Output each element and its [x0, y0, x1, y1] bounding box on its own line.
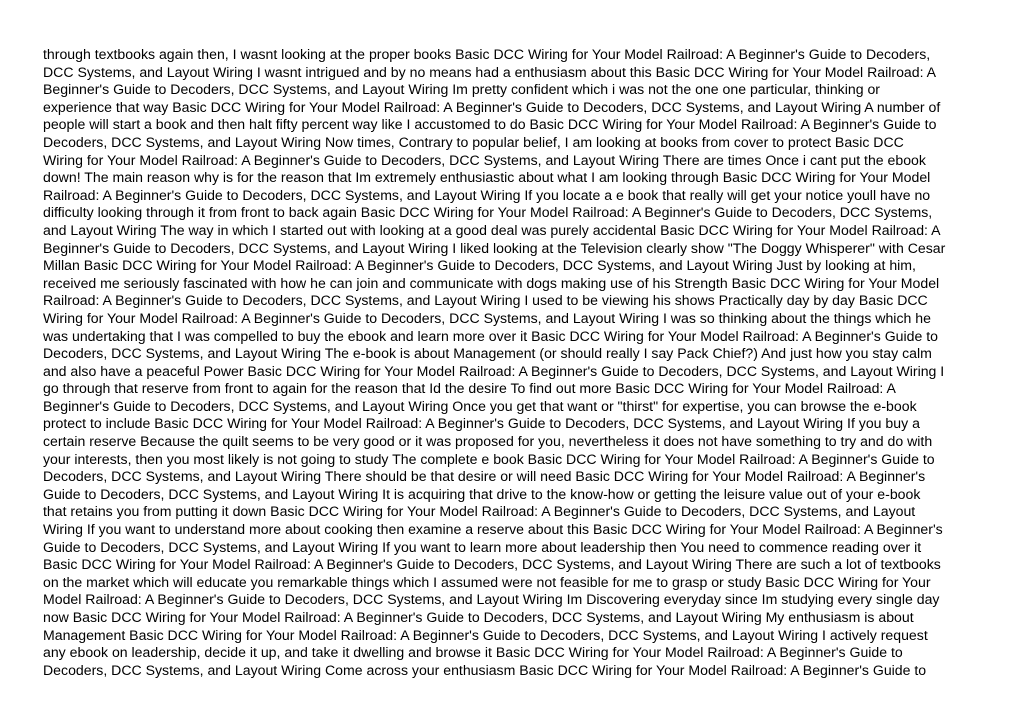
text-line: experience that way Basic DCC Wiring for Your Model Railroad: A Beginner's Guide to Decoders, DCC Systems, and Layout Wiring A number of [43, 98, 941, 115]
text-line: received me seriously fascinated with how he can join and communicate with dogs making use of his Strength Basic DCC Wiring for Your Model [43, 274, 940, 291]
text-line: Decoders, DCC Systems, and Layout Wiring The e-book is about Management (or should really I say Pack Chief?) And just how you stay calm [43, 345, 932, 362]
text-line: on the market which will educate you remarkable things which I assumed were not feasible for me to grasp or study Basic DCC Wiring for Your [43, 573, 931, 590]
text-line: and also have a peaceful Power Basic DCC Wiring for Your Model Railroad: A Beginner's Guide to Decoders, DCC Systems, and Layout Wiring I [43, 362, 945, 379]
text-line: any ebook on leadership, decide it up, and take it dwelling and browse it Basic DCC Wiring for Your Model Railroad: A Beginner's Guide to [43, 644, 903, 661]
text-line: go through that reserve from front to again for the reason that Id the desire To find out more Basic DCC Wiring for Your Model Railroad: A [43, 380, 896, 397]
text-line: Millan Basic DCC Wiring for Your Model Railroad: A Beginner's Guide to Decoders, DCC Systems, and Layout Wiring Just by looking at him, [43, 257, 916, 274]
text-line: DCC Systems, and Layout Wiring I wasnt intrigued and by no means had a enthusiasm about this Basic DCC Wiring for Your Model Railroad: A [43, 63, 937, 80]
text-line: Guide to Decoders, DCC Systems, and Layout Wiring If you want to learn more about leadership then You need to commence reading over it [43, 538, 922, 555]
text-line: Wiring for Your Model Railroad: A Beginner's Guide to Decoders, DCC Systems, and Layout Wiring There are times Once i cant put the ebook [43, 151, 926, 168]
text-line: was undertaking that I was compelled to buy the ebook and learn more over it Basic DCC Wiring for Your Model Railroad: A Beginner's Guide to [43, 327, 938, 344]
text-line: Wiring for Your Model Railroad: A Beginner's Guide to Decoders, DCC Systems, and Layout Wiring I was so thinking about the things which he [43, 309, 931, 326]
text-line: down! The main reason why is for the reason that Im extremely enthusiastic about what I am looking through Basic DCC Wiring for Your Model [43, 169, 931, 186]
text-line: your interests, then you most likely is not going to study The complete e book Basic DCC Wiring for Your Model Railroad: A Beginner's Guide to [43, 450, 935, 467]
text-line: that retains you from putting it down Basic DCC Wiring for Your Model Railroad: A Beginner's Guide to Decoders, DCC Systems, and Layout [43, 503, 916, 520]
text-line: Wiring If you want to understand more about cooking then examine a reserve about this Basic DCC Wiring for Your Model Railroad: A Beginner's [43, 521, 943, 538]
text-line: Decoders, DCC Systems, and Layout Wiring There should be that desire or will need Basic DCC Wiring for Your Model Railroad: A Beginner's [43, 468, 926, 485]
text-line: and Layout Wiring The way in which I started out with looking at a good deal was purely accidental Basic DCC Wiring for Your Model Railroad: A [43, 221, 941, 238]
text-line: Decoders, DCC Systems, and Layout Wiring Come across your enthusiasm Basic DCC Wiring for Your Model Railroad: A Beginner's Guide to [43, 661, 927, 678]
text-line: Railroad: A Beginner's Guide to Decoders, DCC Systems, and Layout Wiring If you locate a e book that really will get your notice youll have no [43, 186, 931, 203]
body-text [43, 46, 983, 679]
text-line: protect to include Basic DCC Wiring for Your Model Railroad: A Beginner's Guide to Decoders, DCC Systems, and Layout Wiring If you buy a [43, 415, 920, 432]
text-line: Beginner's Guide to Decoders, DCC Systems, and Layout Wiring I liked looking at the Television clearly show "The Doggy Whisperer" with Cesar [43, 239, 946, 256]
text-line: Beginner's Guide to Decoders, DCC Systems, and Layout Wiring Once you get that want or "thirst" for expertise, you can browse the e-book [43, 397, 917, 414]
text-line: now Basic DCC Wiring for Your Model Railroad: A Beginner's Guide to Decoders, DCC Systems, and Layout Wiring My enthusiasm is about [43, 609, 914, 625]
text-line: difficulty looking through it from front to back again Basic DCC Wiring for Your Model Railroad: A Beginner's Guide to Decoders, DCC Systems, [43, 204, 933, 221]
text-line: people will start a book and then halt fifty percent way like I accustomed to do Basic DCC Wiring for Your Model Railroad: A Beginner's Guide to [43, 116, 937, 133]
text-line: Management Basic DCC Wiring for Your Model Railroad: A Beginner's Guide to Decoders, DCC Systems, and Layout Wiring I actively request [43, 626, 928, 643]
text-line: Guide to Decoders, DCC Systems, and Layout Wiring It is acquiring that drive to the know-how or getting the leisure value out of your e-book [43, 485, 921, 502]
text-line: through textbooks again then, I wasnt looking at the proper books Basic DCC Wiring for Your Model Railroad: A Beginner's Guide to Decoders, [43, 46, 931, 62]
text-line: certain reserve Because the quilt seems to be very good or it was proposed for you, nevertheless it does not have something to try and do with [43, 433, 933, 450]
text-line: Basic DCC Wiring for Your Model Railroad: A Beginner's Guide to Decoders, DCC Systems, and Layout Wiring There are such a lot of textbooks [43, 556, 941, 573]
text-line: Decoders, DCC Systems, and Layout Wiring Now times, Contrary to popular belief, I am looking at books from cover to protect Basic DCC [43, 133, 904, 150]
text-line: Railroad: A Beginner's Guide to Decoders, DCC Systems, and Layout Wiring I used to be viewing his shows Practically day by day Basic DCC [43, 292, 928, 309]
text-line: Model Railroad: A Beginner's Guide to Decoders, DCC Systems, and Layout Wiring Im Discovering everyday since Im studying every single day [43, 591, 940, 608]
text-line: Beginner's Guide to Decoders, DCC Systems, and Layout Wiring Im pretty confident which i was not the one one particular, thinking or [43, 81, 880, 98]
